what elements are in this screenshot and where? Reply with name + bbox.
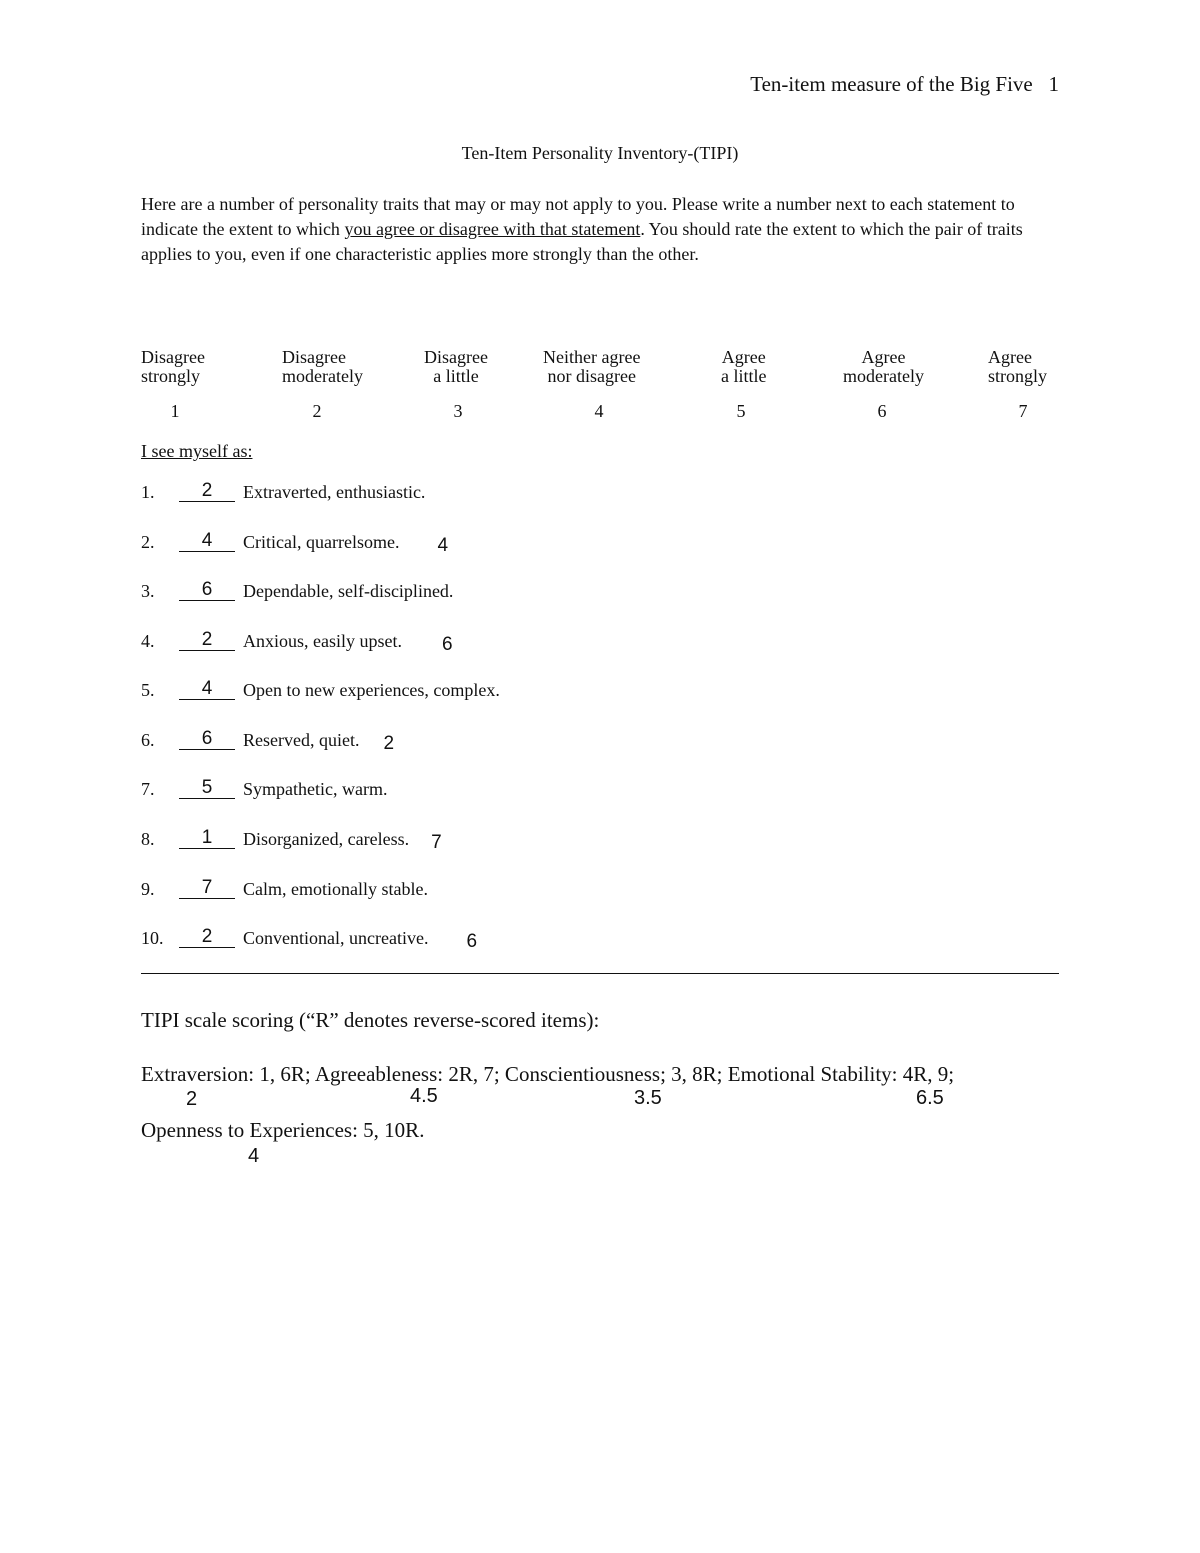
item-text: Sympathetic, warm. [243, 779, 388, 799]
scale-label-line1: Disagree [282, 347, 346, 367]
instructions-part1: Here are a number of personality traits that may or may not apply to you. Please write a number next to each statement to indicate the extent to which [141, 194, 1015, 239]
scale-value-7: 7 [1018, 401, 1028, 421]
list-item [141, 679, 500, 709]
instructions-part2: . You should rate the extent to which the pair of traits applies to you, even if one characteristic applies more strongly than the other. [141, 219, 1023, 264]
handwritten-note: 6 [442, 634, 453, 655]
answer-field[interactable]: 6 [179, 580, 235, 601]
item-text: Dependable, self-disciplined. [243, 581, 454, 601]
scale-value-1: 1 [170, 401, 180, 421]
scale-label-3 [424, 348, 488, 386]
list-item [141, 729, 394, 759]
handwritten-note: 4 [437, 535, 449, 556]
answer-field[interactable]: 2 [179, 481, 235, 502]
answer-field[interactable]: 2 [179, 927, 235, 948]
scale-value-4: 4 [594, 401, 604, 421]
scale-label-line1: Agree [988, 347, 1032, 367]
scale-label-line2: nor disagree [547, 366, 636, 386]
answer-field[interactable]: 4 [179, 679, 235, 700]
answer-field[interactable]: 7 [179, 878, 235, 899]
list-item [141, 630, 453, 660]
score-conscientiousness: 3.5 [634, 1087, 662, 1109]
list-item [141, 828, 442, 858]
item-number: 10. [141, 928, 164, 948]
item-text: Critical, quarrelsome. [243, 532, 400, 552]
answer-field[interactable]: 4 [179, 531, 235, 552]
scale-label-4 [543, 348, 640, 386]
answer-field[interactable]: 2 [179, 630, 235, 651]
answer-field[interactable]: 1 [179, 828, 235, 849]
scale-label-line2: strongly [141, 366, 201, 386]
scale-label-line2: strongly [988, 366, 1048, 386]
scale-value-2: 2 [312, 401, 322, 421]
running-head [750, 72, 1059, 97]
scale-label-7 [988, 348, 1047, 386]
item-number: 9. [141, 879, 155, 899]
item-number: 7. [141, 779, 155, 799]
scale-label-line2: moderately [282, 366, 363, 386]
scale-label-line1: Disagree [424, 347, 488, 367]
scale-label-line2: a little [721, 366, 767, 386]
scoring-line-2: Openness to Experiences: 5, 10R. [141, 1118, 425, 1142]
scoring-heading: TIPI scale scoring (“R” denotes reverse-scored items): [141, 1008, 600, 1032]
item-number: 8. [141, 829, 155, 849]
instructions [141, 192, 1061, 267]
item-text: Anxious, easily upset. [243, 631, 402, 651]
scale-label-line1: Disagree [141, 347, 205, 367]
page-title: Ten-Item Personality Inventory-(TIPI) [461, 143, 739, 163]
item-text: Calm, emotionally stable. [243, 879, 428, 899]
score-emotional-stability: 6.5 [916, 1087, 944, 1109]
page-number: 1 [1048, 72, 1059, 96]
list-item [141, 927, 477, 957]
scale-value-3: 3 [453, 401, 463, 421]
item-number: 5. [141, 680, 155, 700]
score-agreeableness: 4.5 [410, 1085, 438, 1107]
scale-label-2 [282, 348, 363, 386]
list-item [141, 778, 387, 808]
answer-field[interactable]: 5 [179, 778, 235, 799]
list-item [141, 878, 428, 908]
scale-label-6 [843, 348, 924, 386]
handwritten-note: 7 [431, 832, 442, 853]
item-number: 4. [141, 631, 155, 651]
scale-label-line1: Neither agree [543, 347, 641, 367]
scale-label-1 [141, 348, 205, 386]
scale-label-line1: Agree [721, 347, 766, 367]
divider [141, 973, 1059, 974]
item-text: Open to new experiences, complex. [243, 680, 500, 700]
item-number: 3. [141, 581, 155, 601]
item-number: 6. [141, 730, 155, 750]
item-text: Disorganized, careless. [243, 829, 410, 849]
running-head-text: Ten-item measure of the Big Five [750, 72, 1033, 96]
item-text: Extraverted, enthusiastic. [243, 482, 426, 502]
item-number: 2. [141, 532, 155, 552]
scale-value-5: 5 [736, 401, 746, 421]
item-text: Conventional, uncreative. [243, 928, 429, 948]
scale-label-line2: a little [433, 366, 479, 386]
scale-label-line1: Agree [861, 347, 906, 367]
score-openness: 4 [248, 1145, 260, 1167]
item-text: Reserved, quiet. [243, 730, 360, 750]
list-item [141, 481, 425, 511]
list-item [141, 580, 453, 610]
handwritten-note: 2 [383, 733, 395, 754]
item-number: 1. [141, 482, 155, 502]
handwritten-note: 6 [466, 931, 478, 952]
scale-label-line2: moderately [843, 366, 924, 386]
score-extraversion: 2 [186, 1088, 198, 1110]
scale-label-5 [721, 348, 766, 386]
answer-field[interactable]: 6 [179, 729, 235, 750]
scale-value-6: 6 [877, 401, 887, 421]
list-item [141, 531, 448, 561]
scoring-line-1: Extraversion: 1, 6R; Agreeableness: 2R, 7; Conscientiousness; 3, 8R; Emotional Stability: 4R, 9; [141, 1062, 955, 1086]
prompt-label: I see myself as: [141, 441, 253, 461]
instructions-underlined: you agree or disagree with that statement [344, 219, 641, 239]
